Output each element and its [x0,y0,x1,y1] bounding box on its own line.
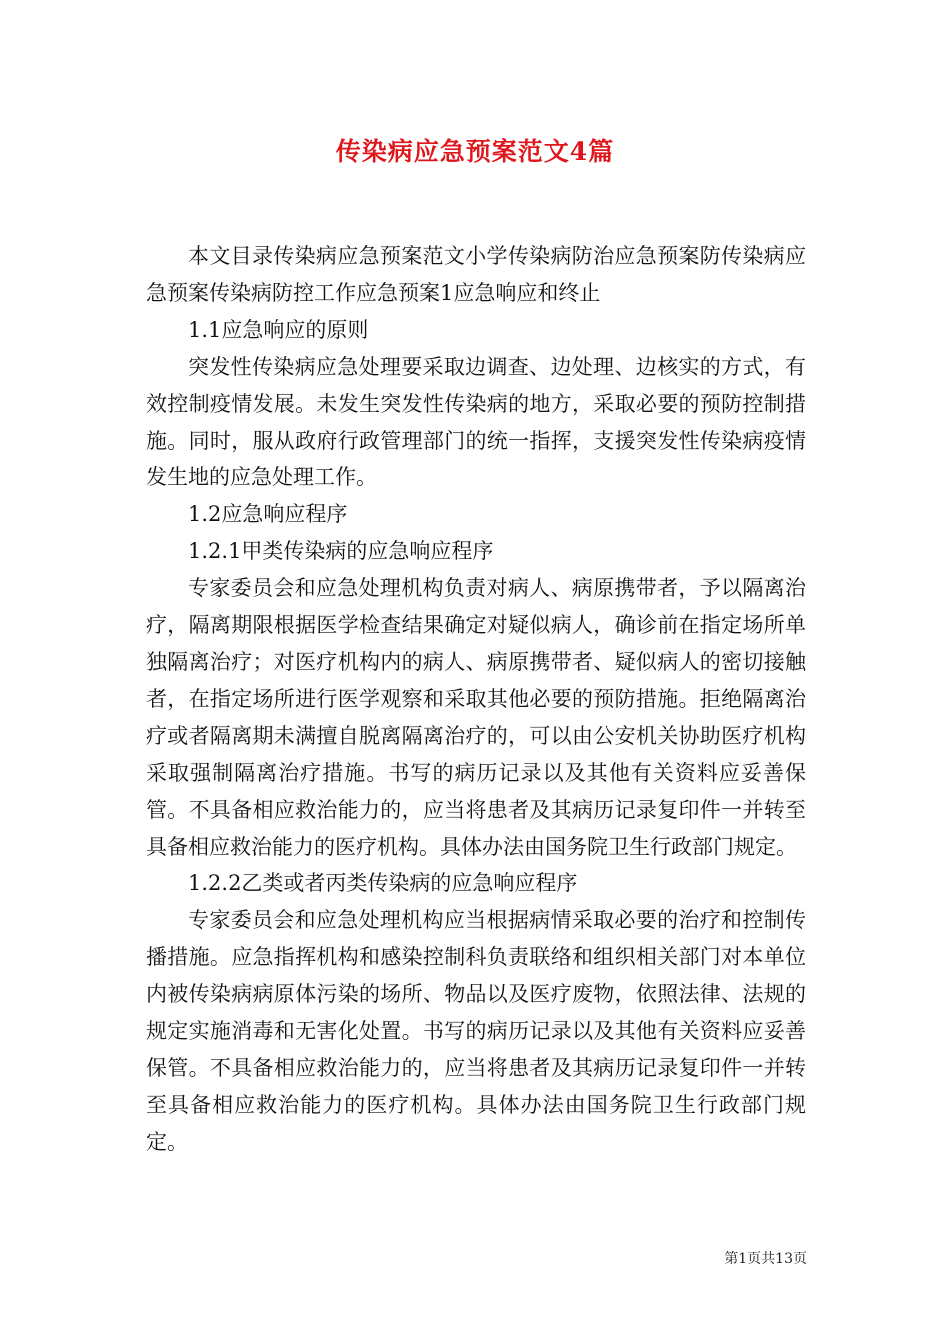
paragraph-principles: 突发性传染病应急处理要采取边调查、边处理、边核实的方式，有效控制疫情发展。未发生突发性传染病的地方，采取必要的预防控制措施。同时，服从政府行政管理部门的统一指挥，支援突发性传染病疫情发生地的应急处理工作。 [146,354,806,490]
section-heading-1-2: 1.2应急响应程序 [188,502,348,527]
paragraph-intro: 本文目录传染病应急预案范文小学传染病防治应急预案防传染病应急预案传染病防控工作应急预案1应急响应和终止 [146,244,806,305]
document-body [146,238,806,1161]
page-number-footer: 第1页共13页 [724,1251,807,1267]
section-heading-1-1: 1.1应急响应的原则 [188,317,369,342]
paragraph-class-a-procedure: 专家委员会和应急处理机构负责对病人、病原携带者，予以隔离治疗，隔离期限根据医学检查结果确定对疑似病人，确诊前在指定场所单独隔离治疗；对医疗机构内的病人、病原携带者、疑似病人的密切接触者，在指定场所进行医学观察和采取其他必要的预防措施。拒绝隔离治疗或者隔离期未满擅自脱离隔离治疗的，可以由公安机关协助医疗机构采取强制隔离治疗措施。书写的病历记录以及其他有关资料应妥善保管。不具备相应救治能力的，应当将患者及其病历记录复印件一并转至具备相应救治能力的医疗机构。具体办法由国务院卫生行政部门规定。 [146,576,806,859]
section-heading-1-2-2: 1.2.2乙类或者丙类传染病的应急响应程序 [188,871,578,896]
document-title: 传染病应急预案范文4篇 [335,137,615,166]
section-heading-1-2-1: 1.2.1甲类传染病的应急响应程序 [188,539,494,564]
paragraph-class-b-c-procedure: 专家委员会和应急处理机构应当根据病情采取必要的治疗和控制传播措施。应急指挥机构和感染控制科负责联络和组织相关部门对本单位内被传染病病原体污染的场所、物品以及医疗废物，依照法律、法规的规定实施消毒和无害化处置。书写的病历记录以及其他有关资料应妥善保管。不具备相应救治能力的，应当将患者及其病历记录复印件一并转至具备相应救治能力的医疗机构。具体办法由国务院卫生行政部门规定。 [146,908,806,1154]
